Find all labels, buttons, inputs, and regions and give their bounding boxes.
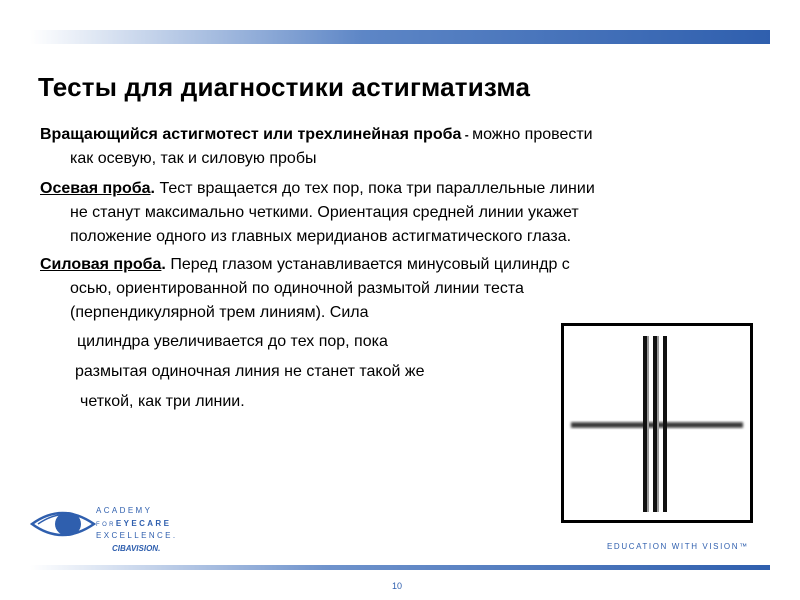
text: Тест вращается до тех пор, пока три параллельные линии <box>155 180 595 197</box>
dot: . <box>150 180 155 197</box>
three-line-test-image <box>564 326 750 520</box>
logo-for: FOR <box>96 522 116 528</box>
footer-gradient-line <box>30 565 770 570</box>
dot: . <box>161 256 166 273</box>
logo-excellence: EXCELLENCE. <box>96 531 178 540</box>
logo-academy: ACADEMY <box>96 506 153 515</box>
term-power-test: Силовая проба <box>40 256 162 273</box>
text-line: размытая одиночная линия не станет такой же <box>75 363 425 380</box>
paragraph-axial-test <box>40 177 760 249</box>
logo-eyecare: EYECARE <box>115 519 172 528</box>
header-gradient-bar <box>30 30 770 44</box>
term-axial-test: Осевая проба <box>40 180 151 197</box>
dash: - <box>461 128 473 142</box>
text-line: как осевую, так и силовую пробы <box>70 150 317 167</box>
term-rotating-test: Вращающийся астигмотест или трехлинейная проба <box>40 126 462 143</box>
paragraph-rotating-test <box>40 123 740 171</box>
slide-title: Тесты для диагностики астигматизма <box>38 72 531 102</box>
text-line: положение одного из главных меридианов астигматического глаза. <box>70 228 572 245</box>
text-line: четкой, как три линии. <box>80 393 245 410</box>
logo-for-eyecare <box>96 519 171 528</box>
astigmatism-test-figure <box>561 323 753 523</box>
paragraph-power-test <box>40 253 760 325</box>
text-line: не станут максимально четкими. Ориентация средней линии укажет <box>70 204 579 221</box>
text-line: (перпендикулярной трем линиям). Сила <box>70 304 369 321</box>
text-line: цилиндра увеличивается до тех пор, пока <box>77 333 388 350</box>
tagline: EDUCATION WITH VISION™ <box>607 542 749 551</box>
text-line: осью, ориентированной по одиночной размытой линии теста <box>70 280 524 297</box>
eye-logo-icon <box>28 504 98 544</box>
text: Перед глазом устанавливается минусовый цилиндр с <box>165 256 570 273</box>
text: можно провести <box>472 126 593 143</box>
three-parallel-lines <box>643 336 667 512</box>
page-number: 10 <box>392 581 403 591</box>
logo-cibavision: CIBAVISION. <box>112 544 161 553</box>
